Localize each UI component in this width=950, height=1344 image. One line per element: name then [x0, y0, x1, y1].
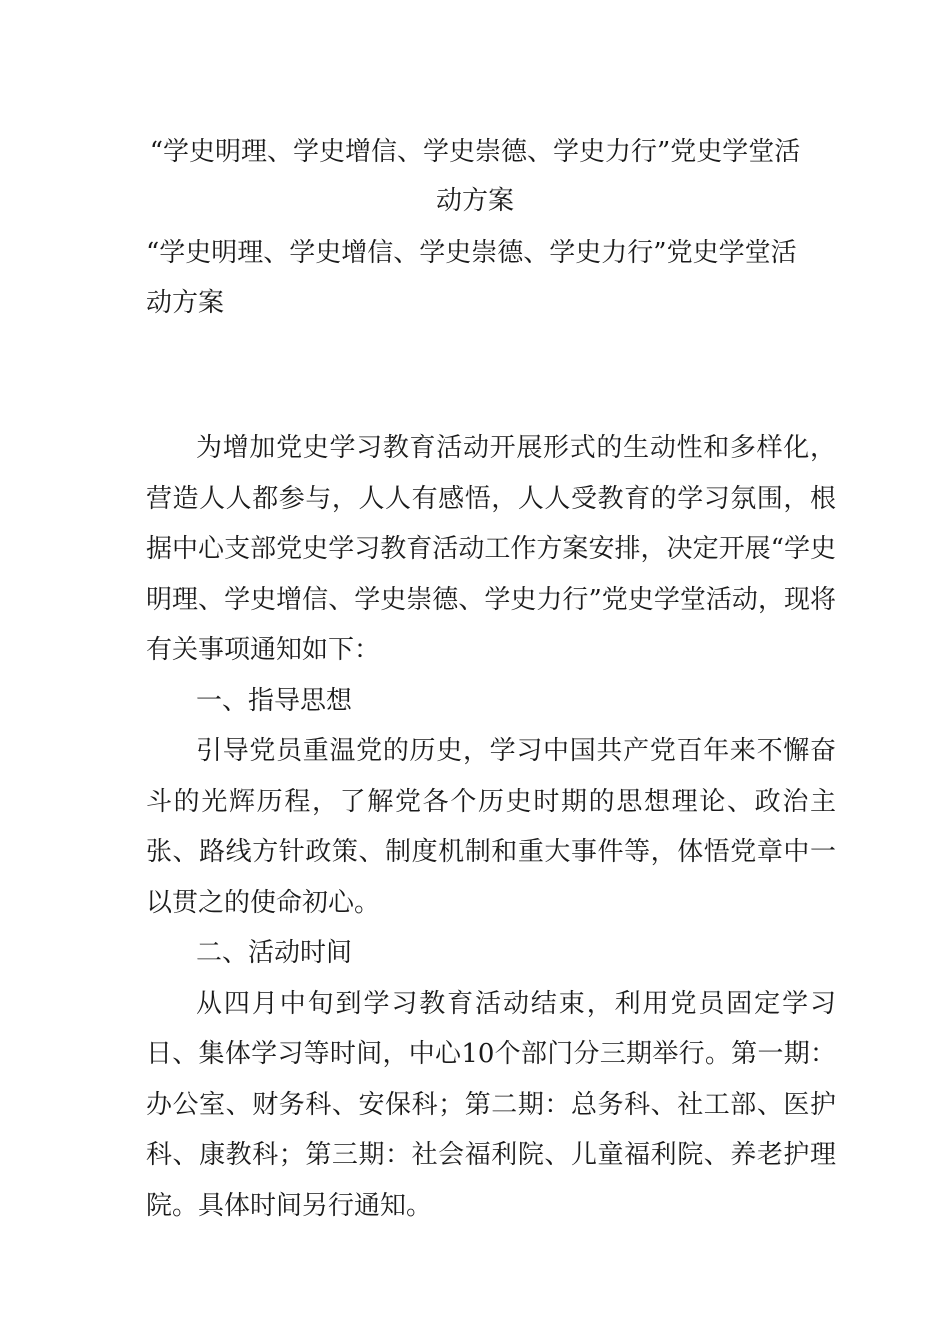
activity-time-paragraph: 从四月中旬到学习教育活动结束，利用党员固定学习日、集体学习等时间，中心10个部门分三期举行。第一期：办公室、财务科、安保科；第二期：总务科、社工部、医护科、康教科；第三期：社会福利院、儿童福利院、养老护理院。具体时间另行通知。	[146, 988, 836, 1221]
section-heading-activity-time: 二、活动时间	[196, 938, 353, 968]
document-body	[146, 423, 836, 1231]
section-heading-guiding-thought: 一、指导思想	[196, 685, 353, 716]
document-title-line2: 动方案	[435, 186, 514, 216]
document-title-line1: “学史明理、学史增信、学史崇德、学史力行”党史学堂活	[149, 137, 801, 167]
guiding-thought-paragraph: 引导党员重温党的历史，学习中国共产党百年来不懈奋斗的光辉历程，了解党各个历史时期的思想理论、政治主张、路线方针政策、制度机制和重大事件等，体悟党章中一以贯之的使命初心。	[146, 736, 836, 918]
document-subtitle: “学史明理、学史增信、学史崇德、学史力行”党史学堂活动方案	[146, 238, 797, 318]
intro-paragraph: 为增加党史学习教育活动开展形式的生动性和多样化，营造人人都参与，人人有感悟，人人受教育的学习氛围，根据中心支部党史学习教育活动工作方案安排，决定开展“学史明理、学史增信、学史崇德、学史力行”党史学堂活动，现将有关事项通知如下：	[146, 433, 836, 665]
